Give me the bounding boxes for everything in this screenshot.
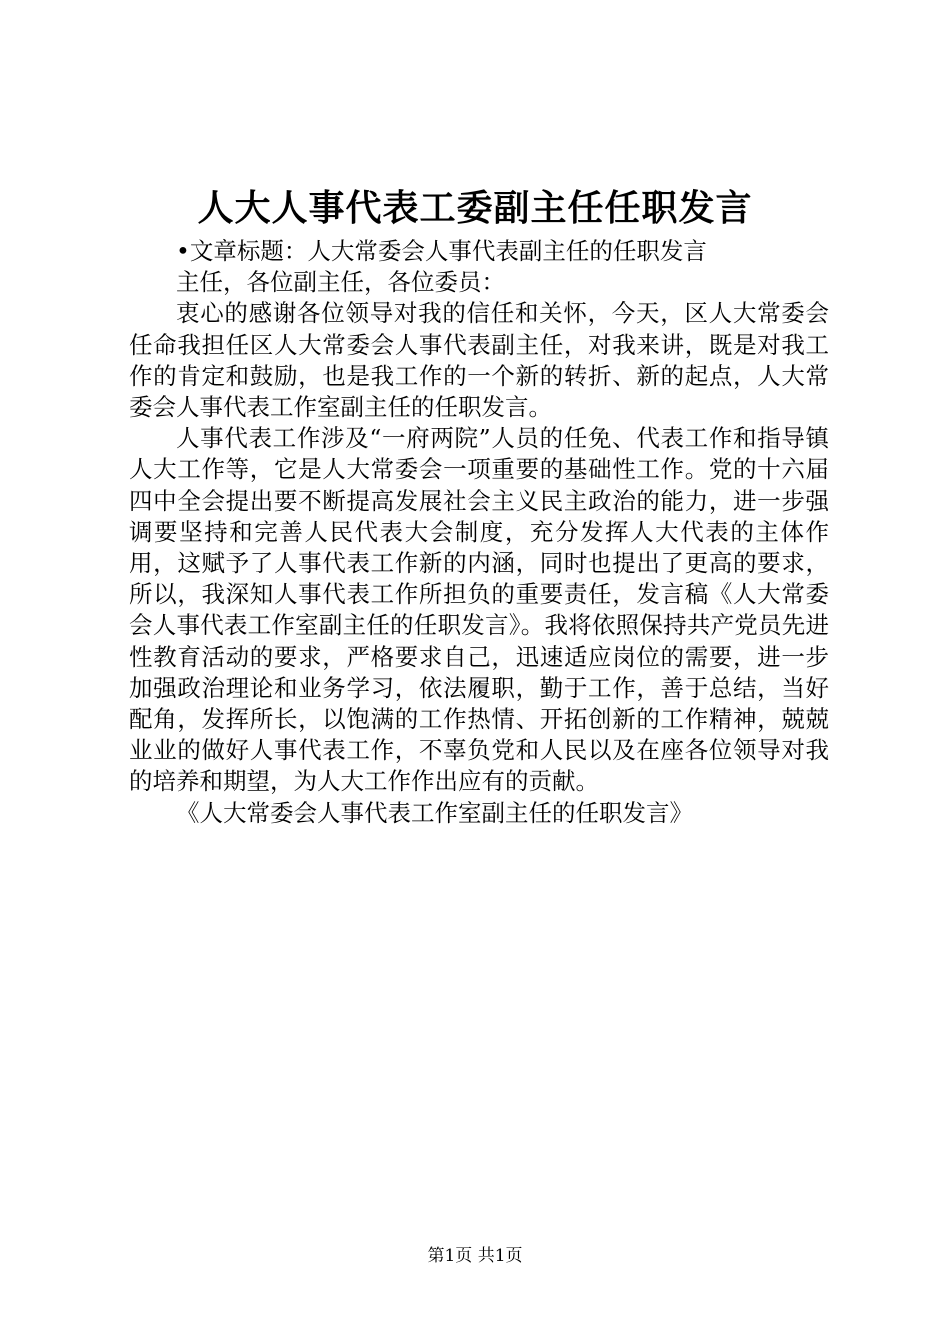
page-number: 第1页 共1页 bbox=[427, 1246, 523, 1266]
body-paragraph: 人事代表工作涉及“一府两院”人员的任免、代表工作和指导镇人大工作等，它是人大常委会一项重要的基础性工作。党的十六届四中全会提出要不断提高发展社会主义民主政治的能力，进一步强调要坚持和完善人民代表大会制度，充分发挥人大代表的主体作用，这赋予了人事代表工作新的内涵，同时也提出了更高的要求，所以，我深知人事代表工作所担负的重要责任，发言稿《人大常委会人事代表工作室副主任的任职发言》。我将依照保持共产党员先进性教育活动的要求，严格要求自己，迅速适应岗位的需要，进一步加强政治理论和业务学习，依法履职，勤于工作，善于总结，当好配角，发挥所长，以饱满的工作热情、开拓创新的工作精神，兢兢业业的做好人事代表工作，不辜负党和人民以及在座各位领导对我的培养和期望，为人大工作作出应有的贡献。 bbox=[129, 424, 829, 796]
salutation-paragraph: 主任，各位副主任，各位委员： bbox=[176, 268, 505, 297]
article-title-line: •文章标题：人大常委会人事代表副主任的任职发言 bbox=[176, 237, 707, 265]
body-paragraph: 衷心的感谢各位领导对我的信任和关怀，今天，区人大常委会任命我担任区人大常委会人事代表副主任，对我来讲，既是对我工作的肯定和鼓励，也是我工作的一个新的转折、新的起点，人大常委会人事代表工作室副主任的任职发言。 bbox=[129, 299, 829, 422]
document-title: 人大人事代表工委副主任任职发言 bbox=[197, 187, 753, 229]
document-body bbox=[129, 236, 829, 829]
closing-title-paragraph: 《人大常委会人事代表工作室副主任的任职发言》 bbox=[176, 798, 693, 827]
page-footer bbox=[0, 1244, 950, 1268]
